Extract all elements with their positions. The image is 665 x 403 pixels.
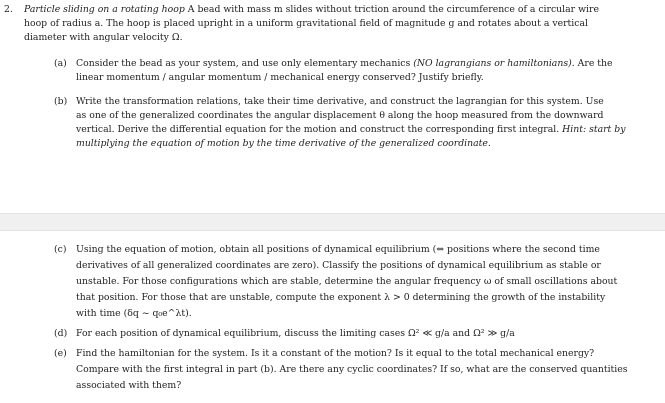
part-b-label: (b) <box>54 96 68 107</box>
problem-intro-line-2: hoop of radius a. The hoop is placed upright in a uniform gravitational field of magnitude g and rotates about a vertical <box>24 18 588 29</box>
part-c-line-5: with time (δq ~ q₀e^λt). <box>76 308 192 319</box>
part-d-label: (d) <box>54 328 68 339</box>
part-b-line-2: as one of the generalized coordinates the angular displacement θ along the hoop measured from the downward <box>76 110 604 121</box>
problem-title: Particle sliding on a rotating hoop <box>24 4 185 15</box>
problem-intro-text: A bead with mass m slides without triction around the circumference of a circular wire <box>187 4 599 15</box>
problem-number: 2. <box>4 4 13 15</box>
part-a-emphasis: (NO lagrangians or hamiltonians). <box>413 58 575 69</box>
part-c-label: (c) <box>54 244 67 255</box>
part-c-line-2: derivatives of all generalized coordinates are zero). Classify the positions of dynamical equilibrium as stable or <box>76 260 601 271</box>
page-break <box>0 213 665 231</box>
part-a-text: Consider the bead as your system, and use only elementary mechanics <box>76 58 411 69</box>
part-b-line-1: Write the transformation relations, take their time derivative, and construct the lagrangian for this system. Use <box>76 96 604 107</box>
part-a-line-1 <box>76 57 613 70</box>
part-a-label: (a) <box>54 58 67 69</box>
part-d-line-1: For each position of dynamical equilibrium, discuss the limiting cases Ω² ≪ g/a and Ω² ≫ g/a <box>76 328 515 339</box>
part-b-hint: Hint: start by <box>562 124 626 135</box>
part-e-line-1: Find the hamiltonian for the system. Is it a constant of the motion? Is it equal to the total mechanical energy? <box>76 348 595 359</box>
part-c-line-1: Using the equation of motion, obtain all positions of dynamical equilibrium (⇔ positions where the second time <box>76 244 600 255</box>
part-e-label: (e) <box>54 348 67 359</box>
part-b-line-4: multiplying the equation of motion by the time derivative of the generalized coordinate. <box>76 138 491 149</box>
problem-intro-line-1 <box>24 3 599 16</box>
part-c-line-3: unstable. For those configurations which are stable, determine the angular frequency ω of small oscillations about <box>76 276 618 287</box>
part-b-line-3 <box>76 123 625 136</box>
part-a-line-2: linear momentum / angular momentum / mechanical energy conserved? Justify briefly. <box>76 72 484 83</box>
part-e-line-3: associated with them? <box>76 380 182 391</box>
part-b-text: vertical. Derive the differential equation for the motion and construct the corresponding first integral. <box>76 124 560 135</box>
part-e-line-2: Compare with the first integral in part (b). Are there any cyclic coordinates? If so, what are the conserved quantities <box>76 364 628 375</box>
part-c-line-4: that position. For those that are unstable, compute the exponent λ > 0 determining the growth of the instability <box>76 292 606 303</box>
part-a-text-end: Are the <box>577 58 613 69</box>
problem-intro-line-3: diameter with angular velocity Ω. <box>24 32 183 43</box>
